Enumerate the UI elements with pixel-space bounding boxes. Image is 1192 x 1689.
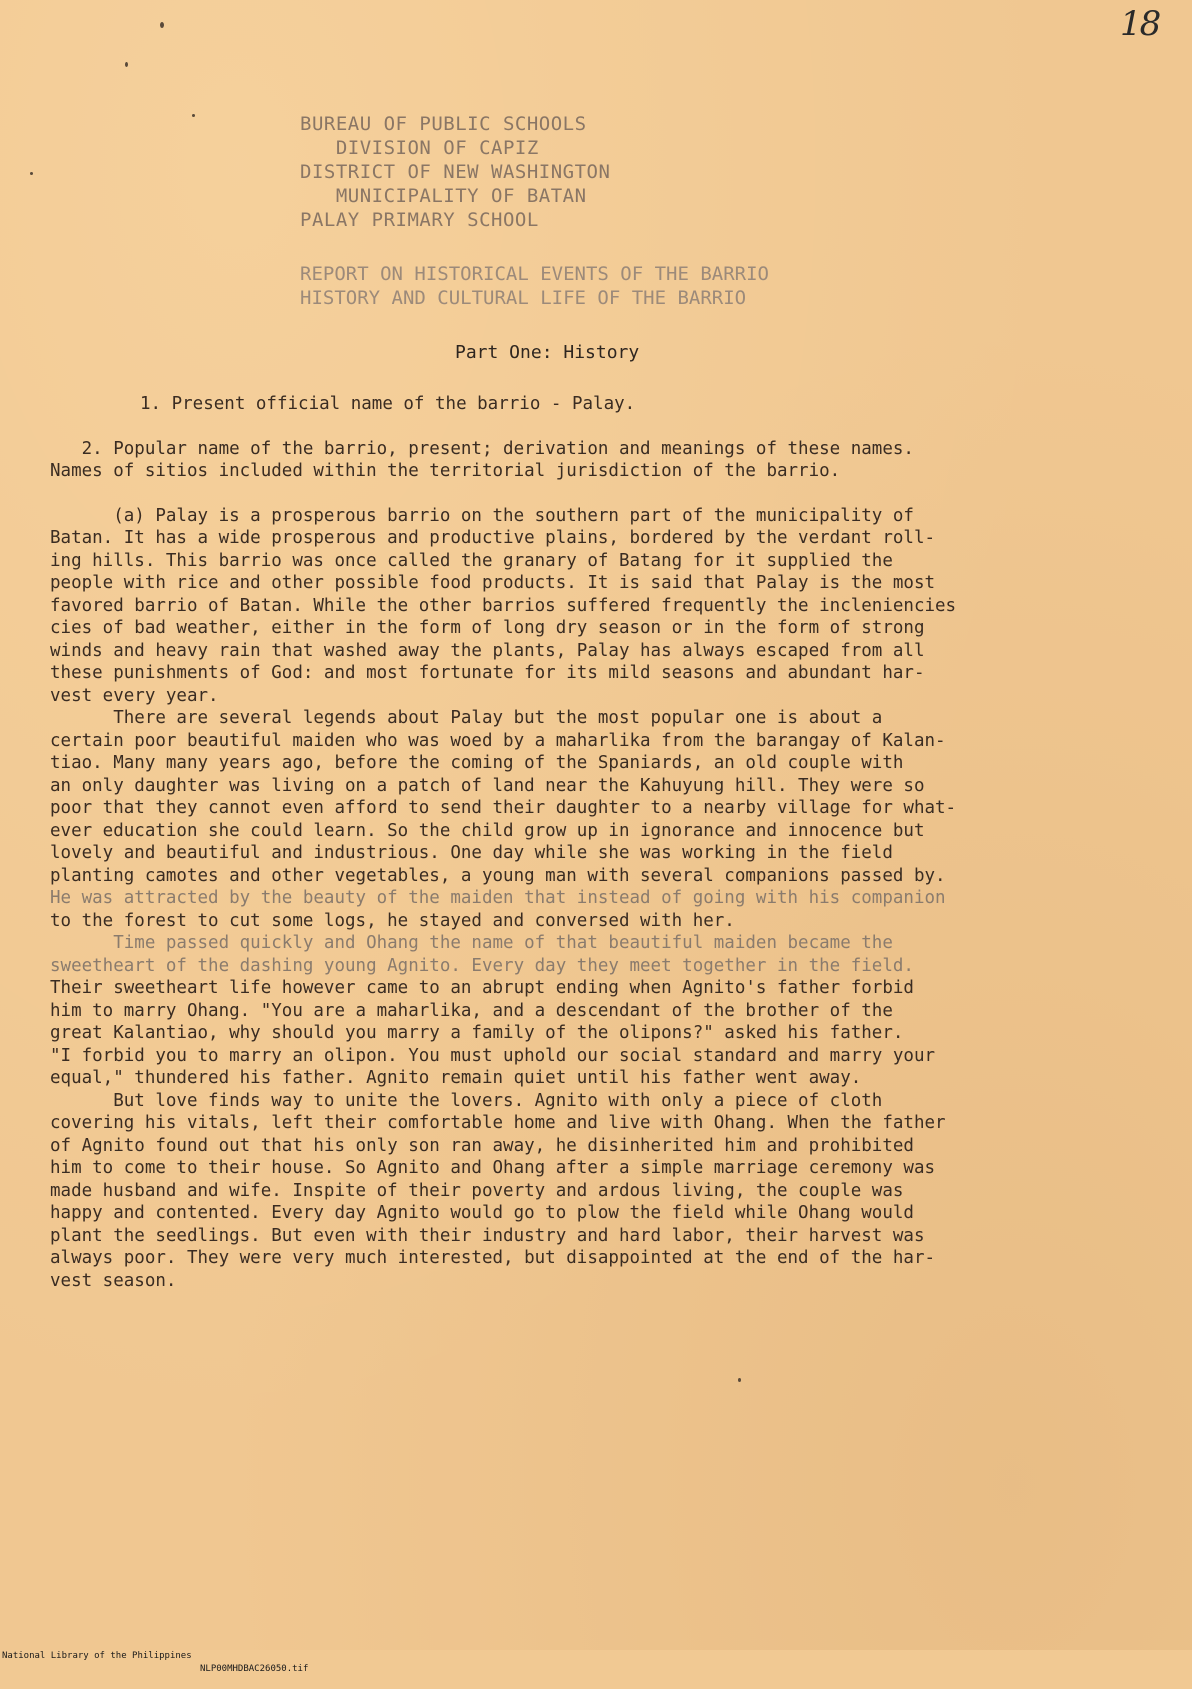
header-line: BUREAU OF PUBLIC SCHOOLS xyxy=(300,113,587,135)
school-header xyxy=(300,112,820,232)
ink-speck xyxy=(30,172,33,175)
paragraph-a xyxy=(50,505,1140,708)
text-line: He was attracted by the beauty of the maiden that instead of going with his companion xyxy=(50,888,946,908)
text-line: vest season. xyxy=(50,1270,177,1291)
text-line: There are several legends about Palay but the most popular one is about a xyxy=(50,708,883,728)
text-line: plant the seedlings. But even with their industry and hard labor, their harvest was xyxy=(50,1225,925,1246)
paragraph-c xyxy=(50,932,1140,1090)
text-line: planting camotes and other vegetables, a young man with several companions passed by. xyxy=(50,865,946,886)
text-line: lovely and beautiful and industrious. One day while she was working in the field xyxy=(50,843,893,863)
text-line: ing hills. This barrio was once called the granary of Batang for it supplied the xyxy=(50,550,893,571)
text-line: him to come to their house. So Agnito and Ohang after a simple marriage ceremony was xyxy=(50,1158,936,1178)
report-title-line: HISTORY AND CULTURAL LIFE OF THE BARRIO xyxy=(300,287,747,309)
text-line: Time passed quickly and Ohang the name of that beautiful maiden became the xyxy=(50,933,893,953)
header-line: DIVISION OF CAPIZ xyxy=(300,137,539,159)
text-line: tiao. Many many years ago, before the coming of the Spaniards, an old couple with xyxy=(50,753,904,773)
footer-library-name: National Library of the Philippines xyxy=(2,1651,192,1661)
ink-speck xyxy=(125,62,128,67)
text-line: him to marry Ohang. "You are a maharlika, and a descendant of the brother of the xyxy=(50,1000,893,1021)
ink-speck xyxy=(192,114,195,117)
text-line: But love finds way to unite the lovers. Agnito with only a piece of cloth xyxy=(50,1090,883,1111)
handwritten-page-number: 18 xyxy=(1120,4,1160,44)
text-line: to the forest to cut some logs, he stayed and conversed with her. xyxy=(50,910,735,931)
scan-footer xyxy=(0,1637,1192,1674)
text-line: people with rice and other possible food products. It is said that Palay is the most xyxy=(50,573,936,593)
text-line: poor that they cannot even afford to send their daughter to a nearby village for what- xyxy=(50,798,957,818)
text-line: (a) Palay is a prosperous barrio on the southern part of the municipality of xyxy=(50,505,914,526)
item-2-line: Names of sitios included within the territorial jurisdiction of the barrio. xyxy=(50,461,841,481)
text-line: sweetheart of the dashing young Agnito. Every day they meet together in the field. xyxy=(50,955,914,976)
text-line: an only daughter was living on a patch of land near the Kahuyung hill. They were so xyxy=(50,775,925,796)
ink-speck xyxy=(738,1378,741,1382)
report-title xyxy=(300,262,860,310)
text-line: of Agnito found out that his only son ran away, he disinherited him and prohibited xyxy=(50,1135,914,1156)
text-line: cies of bad weather, either in the form of long dry season or in the form of strong xyxy=(50,618,925,638)
item-1: 1. Present official name of the barrio - Palay. xyxy=(140,394,636,414)
text-line: winds and heavy rain that washed away the plants, Palay has always escaped from all xyxy=(50,640,925,661)
text-line: favored barrio of Batan. While the other barrios suffered frequently the incleniencies xyxy=(50,595,957,616)
header-line: PALAY PRIMARY SCHOOL xyxy=(300,209,539,231)
text-line: Their sweetheart life however came to an abrupt ending when Agnito's father forbid xyxy=(50,978,914,998)
footer-file-name: NLP00MHDBAC26050.tif xyxy=(200,1664,309,1674)
text-line: always poor. They were very much interested, but disappointed at the end of the har- xyxy=(50,1248,936,1268)
body-text xyxy=(50,393,1140,1292)
report-title-line: REPORT ON HISTORICAL EVENTS OF THE BARRIO xyxy=(300,263,769,285)
ink-speck xyxy=(160,22,164,28)
text-line: happy and contented. Every day Agnito would go to plow the field while Ohang would xyxy=(50,1203,914,1223)
header-line: DISTRICT OF NEW WASHINGTON xyxy=(300,161,611,183)
text-line: these punishments of God: and most fortunate for its mild seasons and abundant har- xyxy=(50,663,925,683)
text-line: equal," thundered his father. Agnito remain quiet until his father went away. xyxy=(50,1068,862,1088)
part-title: Part One: History xyxy=(455,342,640,363)
text-line: "I forbid you to marry an olipon. You must uphold our social standard and marry your xyxy=(50,1045,936,1066)
item-2-line: 2. Popular name of the barrio, present; derivation and meanings of these names. xyxy=(50,438,914,459)
text-line: made husband and wife. Inspite of their poverty and ardous living, the couple was xyxy=(50,1180,904,1201)
header-line: MUNICIPALITY OF BATAN xyxy=(300,185,587,207)
text-line: ever education she could learn. So the child grow up in ignorance and innocence but xyxy=(50,820,925,841)
text-line: Batan. It has a wide prosperous and productive plains, bordered by the verdant roll- xyxy=(50,528,936,548)
text-line: vest every year. xyxy=(50,685,219,706)
paragraph-b xyxy=(50,707,1140,932)
text-line: certain poor beautiful maiden who was woed by a maharlika from the barangay of Kalan- xyxy=(50,730,946,751)
text-line: covering his vitals, left their comfortable home and live with Ohang. When the father xyxy=(50,1113,946,1133)
text-line: great Kalantiao, why should you marry a family of the olipons?" asked his father. xyxy=(50,1023,904,1043)
paragraph-d xyxy=(50,1090,1140,1293)
